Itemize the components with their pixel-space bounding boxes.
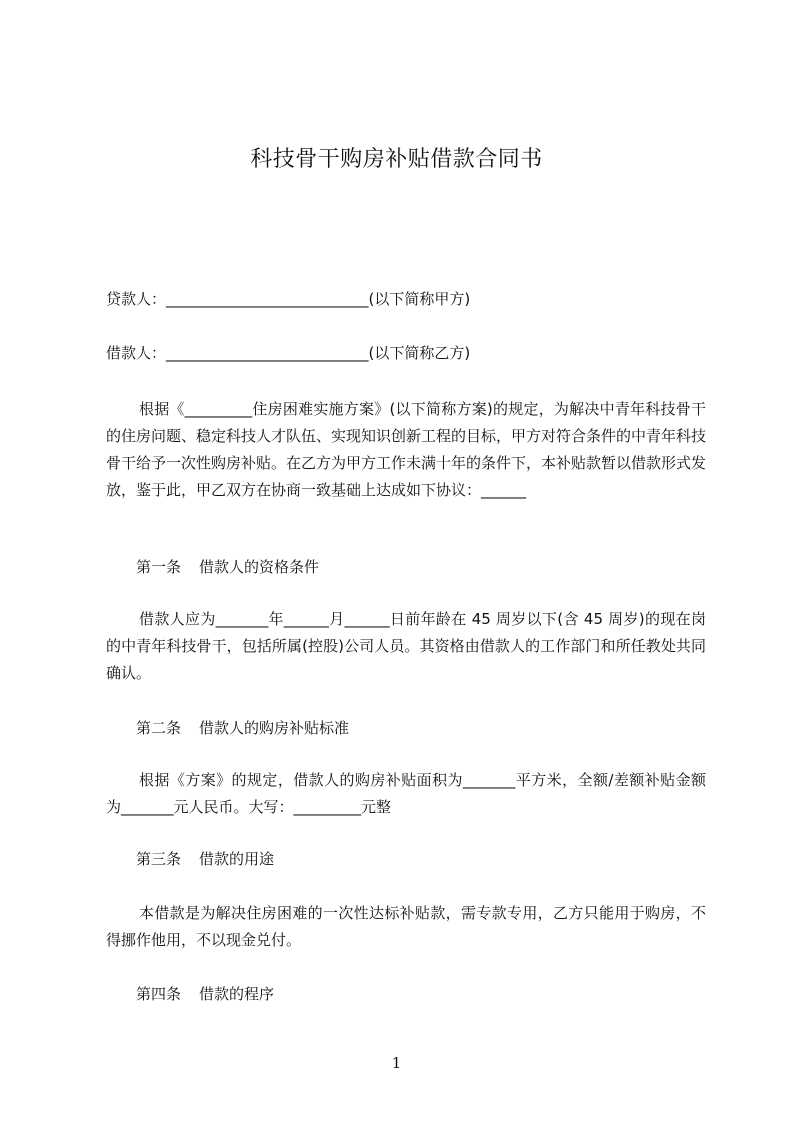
- section-number: 第四条: [136, 985, 182, 1003]
- section-heading-text: 借款人的资格条件: [199, 558, 320, 576]
- section-body-text: 本借款是为解决住房困难的一次性达标补贴款，需专款专用，乙方只能用于购房，不得挪作他用，不以现金兑付。: [106, 904, 706, 949]
- section-2-body: [106, 767, 706, 821]
- page-number: 1: [391, 1054, 402, 1072]
- section-body-text: 根据《方案》的规定，借款人的购房补贴面积为_______平方米，全额/差额补贴金额为_______元人民币。大写：_________元整: [106, 771, 706, 816]
- intro-paragraph-text: 根据《_________住房困难实施方案》(以下简称方案)的规定，为解决中青年科技骨干的住房问题、稳定科技人才队伍、实现知识创新工程的目标，甲方对符合条件的中青年科技骨干给予一次性购房补贴。在乙方为甲方工作未满十年的条件下，本补贴款暂以借款形式发放，鉴于此，甲乙双方在协商一致基础上达成如下协议：______: [106, 400, 707, 499]
- intro-paragraph: [106, 396, 706, 504]
- section-number: 第一条: [136, 558, 182, 576]
- section-heading-text: 借款的用途: [199, 850, 275, 868]
- section-number: 第二条: [136, 719, 182, 737]
- section-3-heading: [136, 846, 274, 873]
- section-4-heading: [136, 981, 274, 1008]
- section-heading-text: 借款人的购房补贴标准: [199, 719, 350, 737]
- lender-line: 贷款人：___________________________(以下简称甲方): [106, 290, 471, 308]
- section-3-body: [106, 900, 706, 954]
- section-heading-text: 借款的程序: [199, 985, 275, 1003]
- section-body-text: 借款人应为_______年______月______日前年龄在 45 周岁以下(含 45 周岁)的现在岗的中青年科技骨干，包括所属(控股)公司人员。其资格由借款人的工作部门和所任教处共同确认。: [106, 610, 706, 682]
- page-title: 科技骨干购房补贴借款合同书: [250, 147, 543, 172]
- section-2-heading: [136, 715, 349, 742]
- section-1-heading: [136, 554, 319, 581]
- borrower-line: 借款人：___________________________(以下简称乙方): [106, 344, 471, 362]
- section-1-body: [106, 606, 706, 687]
- section-number: 第三条: [136, 850, 182, 868]
